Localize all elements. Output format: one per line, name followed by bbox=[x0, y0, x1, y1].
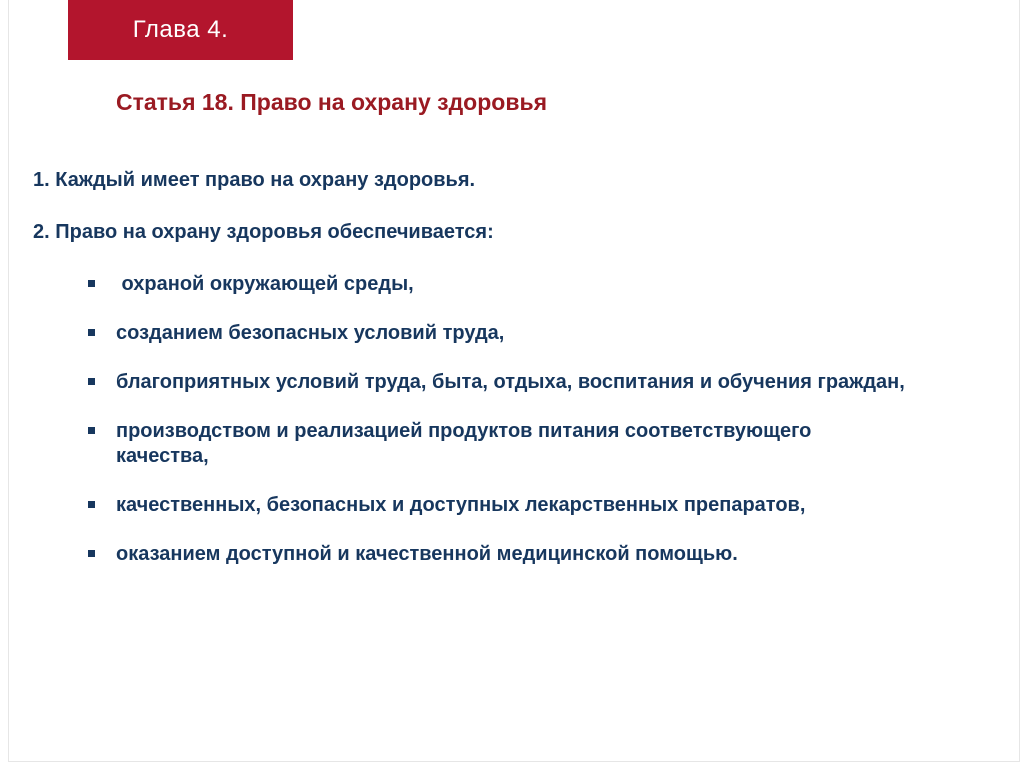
list-item-text: производством и реализацией продуктов питания соответствующего качества, bbox=[116, 420, 812, 467]
paragraph-2: 2. Право на охрану здоровья обеспечивается: bbox=[33, 221, 494, 243]
bullet-square-icon bbox=[88, 501, 95, 508]
bullet-list bbox=[33, 272, 993, 567]
article-title: Статья 18. Право на охрану здоровья bbox=[116, 89, 548, 115]
bullet-square-icon bbox=[88, 280, 95, 287]
paragraph-1: 1. Каждый имеет право на охрану здоровья. bbox=[33, 169, 476, 191]
list-item bbox=[33, 370, 916, 395]
bullet-square-icon bbox=[88, 329, 95, 336]
list-item bbox=[33, 272, 993, 297]
list-item bbox=[33, 493, 993, 518]
bullet-square-icon bbox=[88, 427, 95, 434]
list-item-text: качественных, безопасных и доступных лекарственных препаратов, bbox=[116, 494, 806, 516]
bullet-square-icon bbox=[88, 378, 95, 385]
chapter-label: Глава 4. bbox=[132, 16, 229, 43]
article-content bbox=[33, 168, 993, 591]
list-item-text: охраной окружающей среды, bbox=[116, 273, 414, 295]
list-item bbox=[33, 542, 993, 567]
list-item bbox=[33, 321, 993, 346]
bullet-square-icon bbox=[88, 550, 95, 557]
list-item bbox=[33, 419, 836, 469]
list-item-text: благоприятных условий труда, быта, отдыха, воспитания и обучения граждан, bbox=[116, 371, 905, 393]
list-item-text: созданием безопасных условий труда, bbox=[116, 322, 505, 344]
chapter-label-box bbox=[68, 0, 293, 60]
list-item-text: оказанием доступной и качественной медицинской помощью. bbox=[116, 543, 738, 565]
